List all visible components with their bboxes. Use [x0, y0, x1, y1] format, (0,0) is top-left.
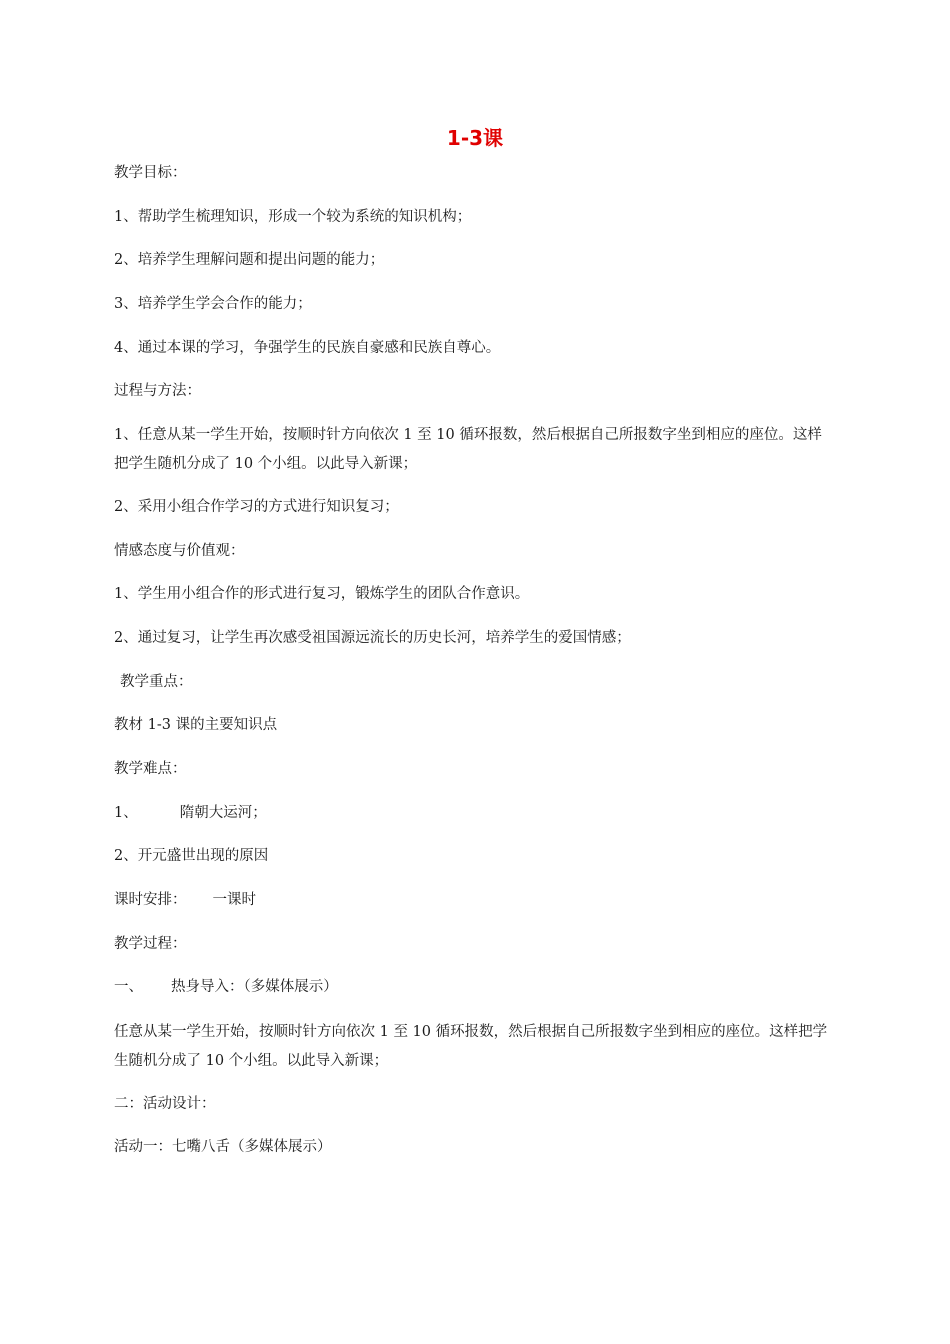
schedule-value: 一课时	[212, 892, 256, 908]
section-heading-key-points: 教学重点：	[120, 674, 193, 690]
step-heading-warmup	[114, 977, 338, 997]
key-points-text: 教材 1-3 课的主要知识点	[114, 717, 278, 733]
schedule-label: 课时安排：	[114, 892, 187, 908]
values-item: 2、通过复习，让学生再次感受祖国源远流长的历史长河，培养学生的爱国情感；	[114, 630, 631, 646]
difficulty-number: 1、	[114, 805, 138, 821]
objective-item: 1、帮助学生梳理知识，形成一个较为系统的知识机构；	[114, 209, 472, 225]
schedule-line	[114, 890, 256, 910]
objective-item: 2、培养学生理解问题和提出问题的能力；	[114, 252, 385, 268]
difficulty-item: 2、开元盛世出现的原因	[114, 848, 269, 864]
process-item: 2、采用小组合作学习的方式进行知识复习；	[114, 499, 399, 515]
warmup-text: 任意从某一学生开始，按顺时针方向依次 1 至 10 循环报数，然后根据自己所报数字坐到相应的座位。这样把学生随机分成了 10 个小组。以此导入新课；	[114, 1024, 828, 1069]
objective-item: 4、通过本课的学习，争强学生的民族自豪感和民族自尊心。	[114, 340, 501, 356]
activity-one: 活动一：七嘴八舌（多媒体展示）	[114, 1139, 332, 1155]
section-heading-process: 过程与方法：	[114, 383, 201, 399]
section-heading-values: 情感态度与价值观：	[114, 543, 245, 559]
page-title: 1-3课	[446, 126, 504, 150]
difficulty-item	[114, 803, 267, 823]
section-heading-objectives: 教学目标：	[114, 165, 187, 181]
step-title: 热身导入：（多媒体展示）	[171, 979, 338, 995]
section-heading-teaching-process: 教学过程：	[114, 936, 187, 952]
step-number: 一、	[114, 979, 143, 995]
difficulty-text: 隋朝大运河；	[179, 805, 267, 821]
values-item: 1、学生用小组合作的形式进行复习，锻炼学生的团队合作意识。	[114, 586, 530, 602]
process-item: 1、任意从某一学生开始，按顺时针方向依次 1 至 10 循环报数，然后根据自己所报数字坐到相应的座位。这样把学生随机分成了 10 个小组。以此导入新课；	[114, 427, 822, 472]
objective-item: 3、培养学生学会合作的能力；	[114, 296, 312, 312]
section-heading-difficulties: 教学难点：	[114, 761, 187, 777]
step-heading-activity-design: 二：活动设计：	[114, 1096, 216, 1112]
